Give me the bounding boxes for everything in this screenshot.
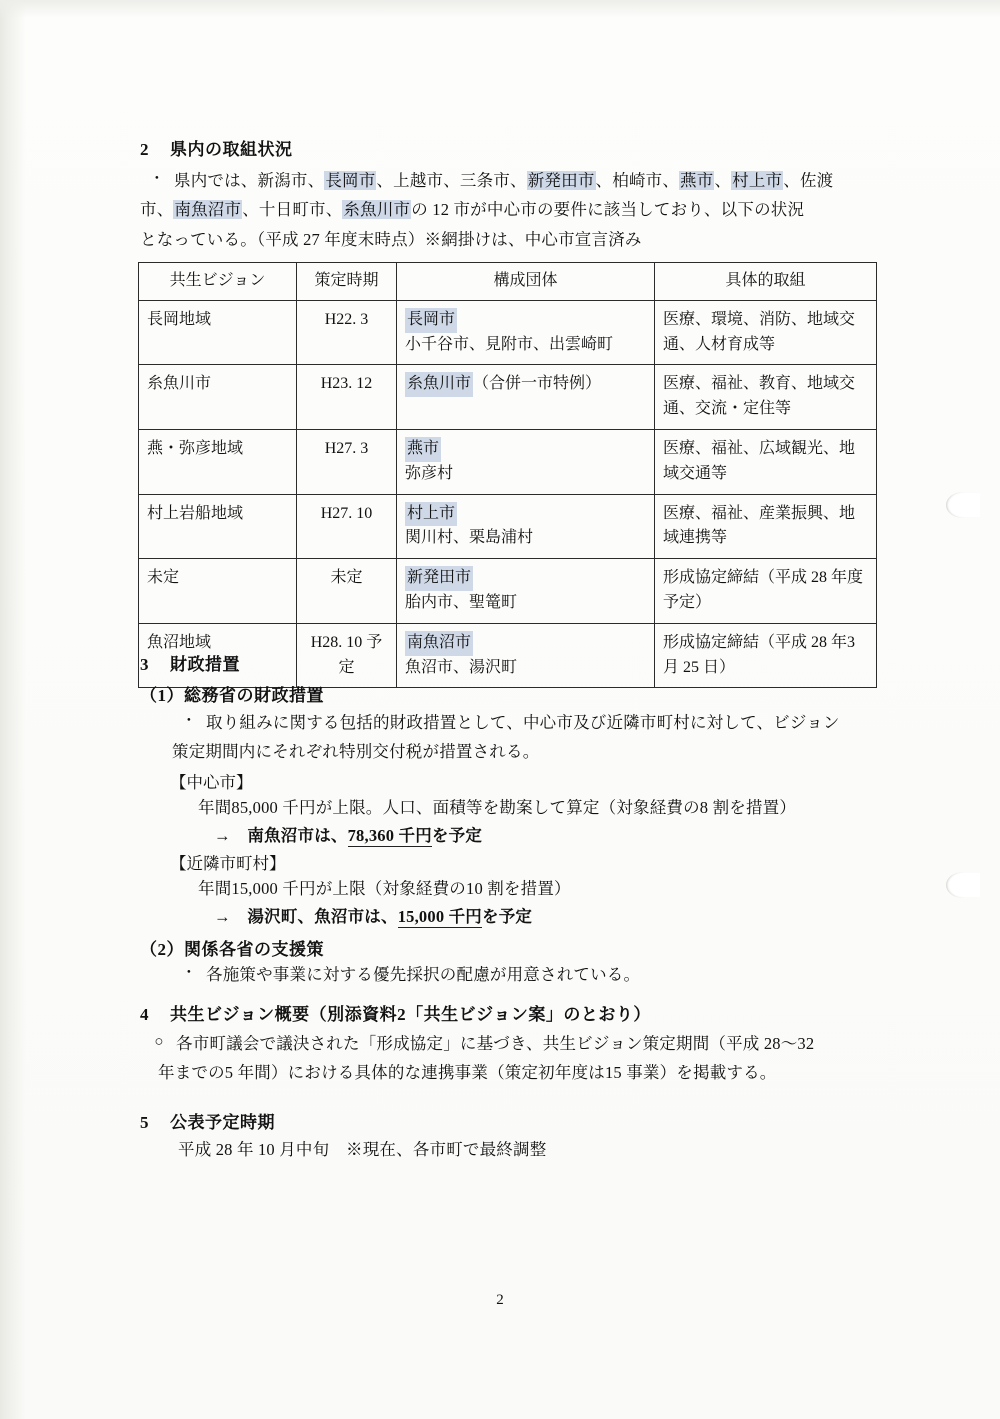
bullet-marker: ・ bbox=[149, 171, 165, 187]
section-2-paragraph-line-1 bbox=[174, 166, 900, 195]
cell-vision: 燕・弥彦地域 bbox=[139, 429, 297, 494]
section-4-number: 4 bbox=[140, 1005, 149, 1024]
block-kinrin-line: 年間15,000 千円が上限（対象経費の10 割を措置） bbox=[198, 879, 571, 899]
cell-members bbox=[397, 365, 655, 430]
member-main-highlight: 村上市 bbox=[405, 502, 457, 527]
vision-table bbox=[138, 262, 877, 688]
text-run: 、上越市、三条市、 bbox=[376, 171, 527, 190]
text-line: 年までの5 年間）における具体的な連携事業（策定初年度は15 事業）を掲載する。 bbox=[158, 1063, 777, 1083]
page-number: 2 bbox=[496, 1292, 504, 1308]
cell-period: H23. 12 bbox=[297, 365, 397, 430]
cell-vision: 村上岩船地域 bbox=[139, 494, 297, 559]
member-sub: 小千谷市、見附市、出雲崎町 bbox=[405, 335, 614, 353]
bullet-marker: ・ bbox=[181, 965, 197, 982]
cell-members bbox=[397, 559, 655, 624]
section-2-number: 2 bbox=[140, 140, 149, 159]
cell-period: H22. 3 bbox=[297, 300, 397, 365]
cell-period: 未定 bbox=[297, 559, 397, 624]
col-header-period: 策定時期 bbox=[297, 263, 397, 301]
section-3-sub2-paragraph: 各施策や事業に対する優先採択の配慮が用意されている。 bbox=[206, 965, 641, 985]
arrow-text: → 湯沢町、魚沼市は、 bbox=[214, 907, 398, 927]
table-header-row bbox=[139, 263, 877, 301]
table-row bbox=[139, 559, 877, 624]
table-row bbox=[139, 300, 877, 365]
section-4 bbox=[140, 1000, 920, 1088]
section-4-heading bbox=[140, 1000, 920, 1025]
section-3-sub1-bullet bbox=[172, 708, 910, 767]
cell-period: H27. 10 bbox=[297, 494, 397, 559]
section-5-number: 5 bbox=[140, 1113, 149, 1132]
table-row bbox=[139, 365, 877, 430]
section-2-title: 県内の取組状況 bbox=[170, 140, 293, 159]
cell-vision: 長岡地域 bbox=[139, 300, 297, 365]
section-3-sub2-bullet bbox=[172, 960, 910, 989]
cell-vision: 糸魚川市 bbox=[139, 365, 297, 430]
highlight-minamiuonuma: 南魚沼市 bbox=[174, 200, 242, 220]
section-2-paragraph bbox=[140, 166, 900, 254]
section-5 bbox=[140, 1108, 920, 1164]
member-main-highlight: 南魚沼市 bbox=[405, 631, 473, 656]
text-line: 策定期間内にそれぞれ特別交付税が措置される。 bbox=[172, 742, 540, 762]
col-header-efforts: 具体的取組 bbox=[655, 263, 877, 301]
member-main-highlight: 新発田市 bbox=[405, 566, 473, 591]
bullet-marker: ○ bbox=[154, 1034, 164, 1050]
cell-efforts: 医療、環境、消防、地域交通、人材育成等 bbox=[655, 300, 877, 365]
binder-hole-icon bbox=[946, 872, 980, 898]
arrow-text: → 南魚沼市は、 bbox=[214, 826, 348, 846]
member-main-highlight: 長岡市 bbox=[405, 308, 457, 333]
member-sub: 胎内市、聖篭町 bbox=[405, 593, 518, 611]
cell-efforts: 形成協定締結（平成 28 年度予定） bbox=[655, 559, 877, 624]
table-row bbox=[139, 429, 877, 494]
block-chushinshi-arrow bbox=[214, 822, 910, 846]
text-line: 各市町議会で議決された「形成協定」に基づき、共生ビジョン策定期間（平成 28〜32 bbox=[176, 1034, 815, 1053]
section-4-paragraph bbox=[158, 1029, 920, 1088]
highlight-tsubame: 燕市 bbox=[680, 171, 714, 190]
text-run: 、佐渡 bbox=[783, 171, 834, 190]
section-3-title: 財政措置 bbox=[170, 655, 240, 674]
member-sub: 弥彦村 bbox=[405, 464, 454, 482]
section-3-sub2-label: （2）関係各省の支援策 bbox=[140, 940, 324, 960]
text-run: 、十日町市、 bbox=[242, 200, 343, 220]
member-main-suffix: （合併一市特例） bbox=[473, 375, 602, 393]
text-run: の 12 市が中心市の要件に該当しており、以下の状況 bbox=[411, 200, 805, 220]
cell-members bbox=[397, 429, 655, 494]
highlight-shibata: 新発田市 bbox=[527, 171, 595, 190]
section-5-line: 平成 28 年 10 月中旬 ※現在、各市町で最終調整 bbox=[178, 1140, 547, 1159]
arrow-value: 78,360 千円 bbox=[347, 826, 432, 846]
cell-efforts: 医療、福祉、教育、地域交通、交流・定住等 bbox=[655, 365, 877, 430]
cell-members bbox=[397, 494, 655, 559]
cell-period: H27. 3 bbox=[297, 429, 397, 494]
section-3-sub1-paragraph bbox=[172, 708, 910, 767]
col-header-members: 構成団体 bbox=[397, 263, 655, 301]
cell-members bbox=[397, 300, 655, 365]
section-3-sub1-label: （1）総務省の財政措置 bbox=[140, 686, 324, 705]
section-3-number: 3 bbox=[140, 655, 149, 674]
cell-vision: 魚沼地域 bbox=[139, 623, 297, 688]
vision-table-wrapper bbox=[138, 262, 877, 688]
highlight-itoigawa: 糸魚川市 bbox=[343, 200, 411, 220]
block-chushinshi-heading: 【中心市】 bbox=[170, 772, 253, 792]
cell-efforts: 医療、福祉、産業振興、地域連携等 bbox=[655, 494, 877, 559]
text-run: 、 bbox=[714, 171, 732, 190]
cell-period: H28. 10 予定 bbox=[297, 623, 397, 688]
col-header-vision: 共生ビジョン bbox=[139, 263, 297, 301]
section-3 bbox=[140, 650, 910, 990]
member-sub: 魚沼市、湯沢町 bbox=[405, 658, 518, 676]
arrow-tail: を予定 bbox=[431, 826, 483, 846]
block-chushinshi-line: 年間85,000 千円が上限。人口、面積等を勘案して算定（対象経費の8 割を措置） bbox=[198, 797, 797, 817]
text-run: 県内では、新潟市、 bbox=[174, 171, 325, 190]
block-kinrin-arrow bbox=[214, 903, 910, 927]
cell-efforts: 形成協定締結（平成 28 年3 月 25 日） bbox=[655, 623, 877, 688]
cell-vision: 未定 bbox=[139, 559, 297, 624]
highlight-nagaoka: 長岡市 bbox=[325, 171, 376, 190]
member-main-highlight: 糸魚川市 bbox=[405, 372, 473, 397]
highlight-murakami: 村上市 bbox=[732, 171, 783, 190]
section-3-heading bbox=[140, 650, 910, 675]
text-run: 市、 bbox=[140, 200, 174, 220]
section-2-paragraph-line-3: となっている。（平成 27 年度末時点）※網掛けは、中心市宣言済み bbox=[140, 229, 642, 249]
binder-hole-icon bbox=[946, 492, 980, 518]
section-2-heading bbox=[140, 135, 900, 160]
text-run: 、柏崎市、 bbox=[595, 171, 680, 190]
bullet-marker: ・ bbox=[181, 713, 197, 729]
section-4-title: 共生ビジョン概要（別添資料2「共生ビジョン案」のとおり） bbox=[170, 1005, 651, 1024]
arrow-value: 15,000 千円 bbox=[397, 907, 483, 927]
section-2-bullet-item bbox=[140, 166, 900, 254]
member-main-highlight: 燕市 bbox=[405, 437, 441, 462]
section-5-heading bbox=[140, 1108, 920, 1133]
cell-efforts: 医療、福祉、広域観光、地域交通等 bbox=[655, 429, 877, 494]
table-row bbox=[139, 494, 877, 559]
section-2-paragraph-line-2 bbox=[140, 195, 900, 224]
section-5-title: 公表予定時期 bbox=[170, 1113, 275, 1132]
text-line: 取り組みに関する包括的財政措置として、中心市及び近隣市町村に対して、ビジョン bbox=[206, 713, 840, 732]
member-sub: 関川村、栗島浦村 bbox=[405, 529, 534, 547]
section-4-bullet bbox=[142, 1029, 920, 1088]
block-kinrin-heading: 【近隣市町村】 bbox=[170, 854, 286, 874]
arrow-tail: を予定 bbox=[482, 907, 533, 927]
